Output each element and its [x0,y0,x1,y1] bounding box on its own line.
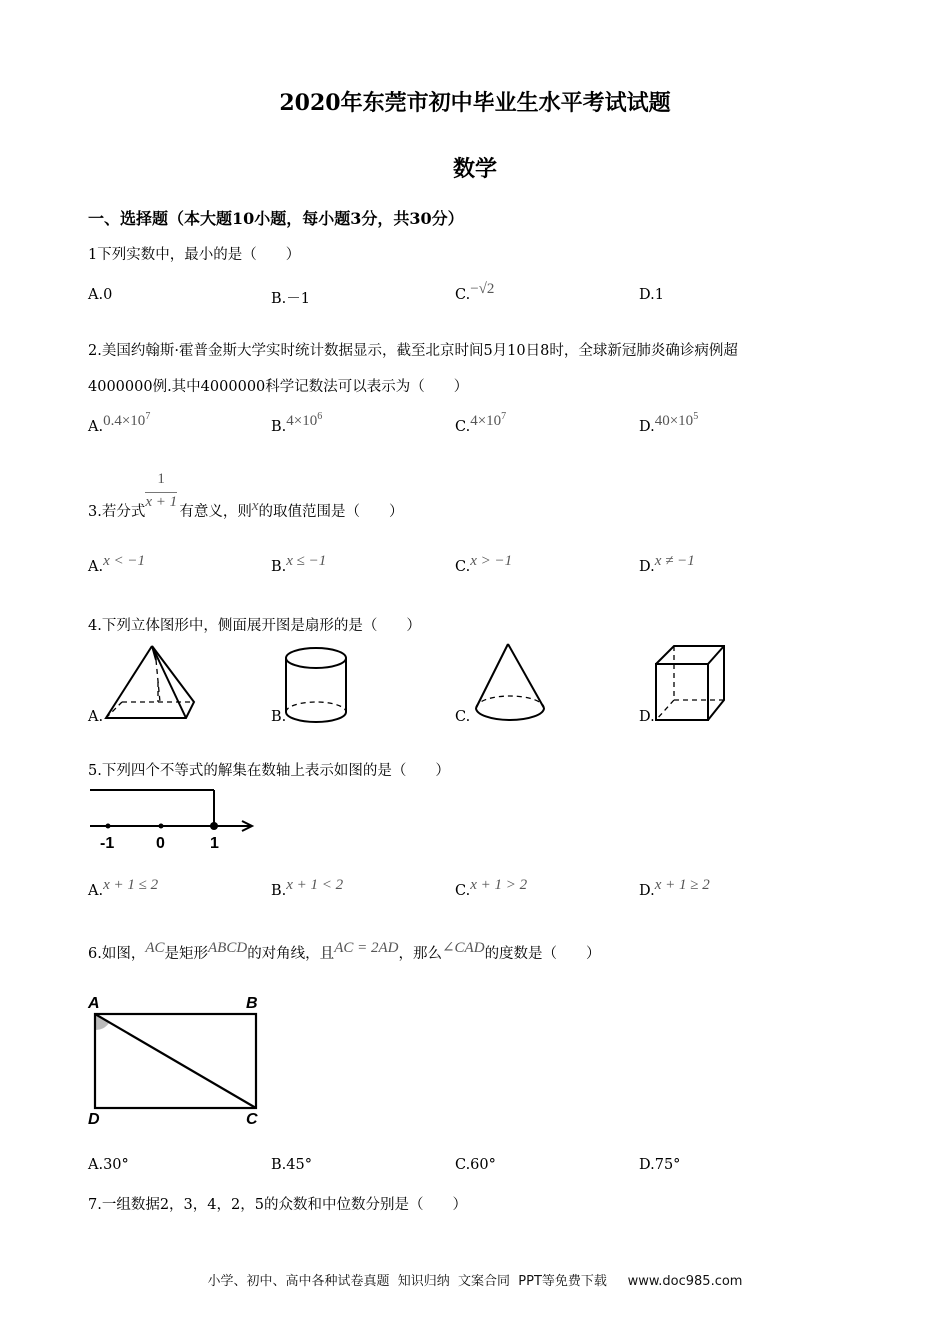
q2-option-c: $C.4\times 10^7$ [455,411,507,435]
q4-option-b-label: B. [271,709,287,725]
q1-option-d: D.1 [639,287,664,303]
q5-option-d: D.x + 1 ≥ 2 [639,877,710,899]
section-heading: 一、选择题（本大题10小题，每小题3分，共30分） [88,209,464,228]
q1-option-a: A.0 [88,287,113,303]
q2-option-d: $D.40\times 10^5$ [639,411,699,435]
q3-frac-den: x + 1 [145,494,178,510]
question-2-line2: 4000000例.其中4000000科学记数法可以表示为（ ） [88,379,469,395]
q3-option-d: D.x ≠ −1 [639,553,695,575]
q4-option-c-label: C. [455,709,471,725]
pyramid-figure [100,642,200,724]
exam-title: 2020年东莞市初中毕业生水平考试试题 [279,90,671,116]
q6-option-c: C.60° [455,1157,496,1173]
q5-option-a: A.x + 1 ≤ 2 [88,877,159,899]
question-2-line1: 2.美国约翰斯·霍普金斯大学实时统计数据显示，截至北京时间5月10日8时，全球新冠肺炎确诊病例超 [88,343,738,359]
question-5-text: 5.下列四个不等式的解集在数轴上表示如图的是（ ） [88,763,450,779]
q3-frac-num: 1 [157,471,165,487]
q5-option-b: B.x + 1 < 2 [271,877,344,899]
q6-option-a: A.30° [88,1157,129,1173]
axis-label-0: 0 [156,835,165,852]
q3-option-b: B.x ≤ −1 [271,553,327,575]
q6-option-d: D.75° [639,1157,681,1173]
number-line-figure [86,784,266,854]
question-3-text: 3.若分式 $\frac{1}{x + 1}$ 有意义，则x的取值范围是（ ） [88,471,404,520]
q4-option-a-label: A. [88,709,104,725]
q2-option-b: $B.4\times 10^6$ [271,411,323,435]
footer-text: 小学、初中、高中各种试卷真题 知识归纳 文案合同 PPT等免费下载 www.doc985.com [207,1274,743,1289]
label-a: A [88,995,100,1012]
question-7-text: 7.一组数据2，3，4，2，5的众数和中位数分别是（ ） [88,1197,467,1213]
question-4-text: 4.下列立体图形中，侧面展开图是扇形的是（ ） [88,618,421,634]
question-1-text: 1下列实数中，最小的是（ ） [88,247,301,263]
axis-label-1: 1 [210,835,219,852]
q4-option-d-label: D. [639,709,655,725]
q1-option-b: B.－1 [271,291,310,307]
axis-label-neg1: -1 [100,835,115,852]
subject-title: 数学 [452,156,497,182]
q2-option-a: $A.0.4\times 10^7$ [88,411,151,435]
cylinder-figure [282,644,352,726]
q3-option-a: A.x < −1 [88,553,145,575]
rectangle-figure [84,990,274,1130]
q3-option-c: C.x > −1 [455,553,513,575]
q5-option-c: C.x + 1 > 2 [455,877,528,899]
cone-figure [470,640,550,726]
q1-option-c: C.−√2 [455,281,495,303]
q3-fraction [145,471,179,520]
q6-option-b: B.45° [271,1157,312,1173]
label-b: B [246,995,258,1012]
q1-option-c-math: −√2 [470,281,495,297]
cube-figure [650,642,730,724]
label-d: D [88,1111,100,1128]
label-c: C [246,1111,258,1128]
question-6-text: 6.如图，AC是矩形ABCD的对角线，且AC = 2AD，那么∠CAD的度数是（ ） [88,940,601,962]
